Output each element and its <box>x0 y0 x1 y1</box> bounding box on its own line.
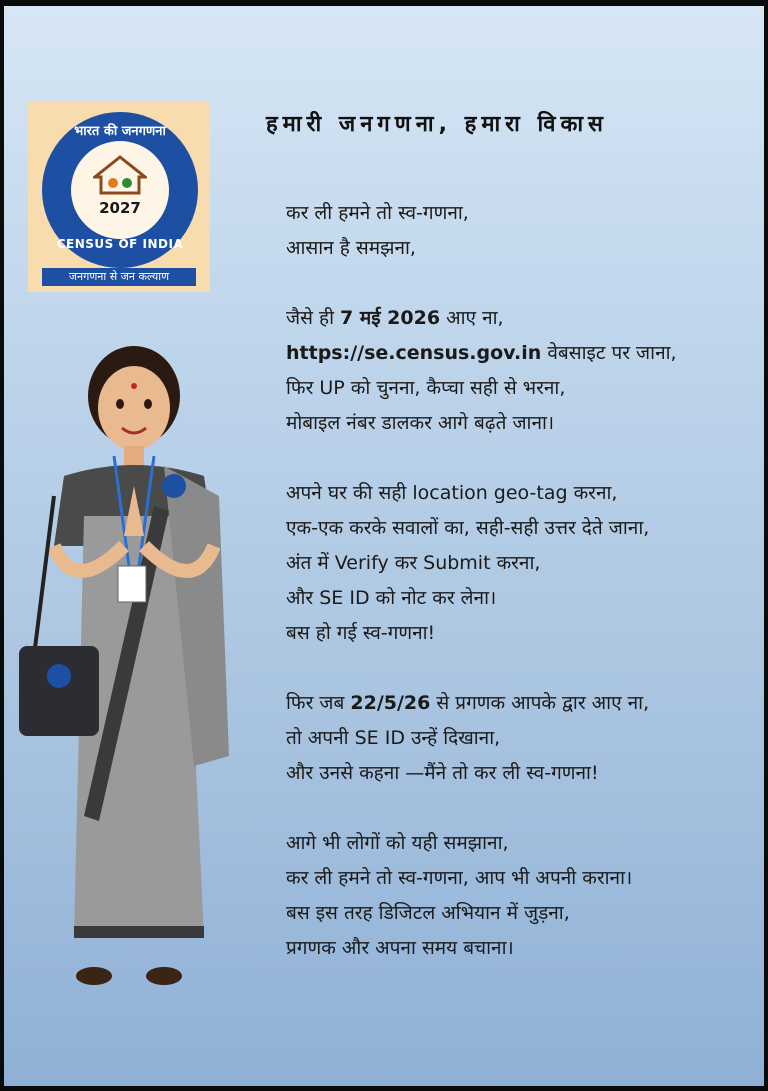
line-text: से प्रगणक आपके द्वार आए ना, <box>430 692 650 714</box>
launch-date: 7 मई 2026 <box>340 307 441 329</box>
website-url: https://se.census.gov.in <box>286 342 542 364</box>
logo-emblem <box>42 112 198 268</box>
logo-year: 2027 <box>99 199 141 217</box>
poem-line: आगे भी लोगों को यही समझाना, <box>286 832 509 854</box>
poem-line: कर ली हमने तो स्व-गणना, <box>286 202 469 224</box>
poem-line: बस इस तरह डिजिटल अभियान में जुड़ना, <box>286 902 570 924</box>
poem-line: फिर UP को चुनना, कैप्चा सही से भरना, <box>286 377 566 399</box>
line-text: जैसे ही <box>286 307 341 329</box>
logo-arc-top-text: भारत की जनगणना <box>74 124 166 139</box>
line-text: फिर जब <box>286 692 351 714</box>
poem-line: और उनसे कहना —मैंने तो कर ली स्व-गणना! <box>286 762 599 784</box>
stanza-4 <box>286 686 756 791</box>
poem-text <box>286 196 756 1001</box>
stanza-1 <box>286 196 756 266</box>
poster-title: हमारी जनगणना, हमारा विकास <box>266 112 608 137</box>
poem-line: अपने घर की सही location geo-tag करना, <box>286 482 618 504</box>
poem-line: तो अपनी SE ID उन्हें दिखाना, <box>286 727 501 749</box>
line-text: वेबसाइट पर जाना, <box>541 342 677 364</box>
enumerator-woman-illustration <box>14 336 254 996</box>
line-text: आए ना, <box>440 307 504 329</box>
poem-line: मोबाइल नंबर डालकर आगे बढ़ते जाना। <box>286 412 555 434</box>
logo-arc-bottom-text: CENSUS OF INDIA <box>56 237 184 251</box>
census-logo <box>28 102 210 292</box>
visit-date: 22/5/26 <box>350 692 431 714</box>
census-poster <box>4 6 764 1086</box>
poem-line <box>286 336 756 371</box>
stanza-3 <box>286 476 756 651</box>
logo-tagline: जनगणना से जन कल्याण <box>42 268 196 286</box>
poem-line: एक-एक करके सवालों का, सही-सही उत्तर देते जाना, <box>286 517 650 539</box>
stanza-5 <box>286 826 756 966</box>
poem-line: अंत में Verify कर Submit करना, <box>286 552 541 574</box>
poem-line: प्रगणक और अपना समय बचाना। <box>286 937 514 959</box>
poem-line <box>286 301 756 336</box>
house-icon <box>93 155 147 195</box>
poem-line: आसान है समझना, <box>286 237 416 259</box>
poem-line: और SE ID को नोट कर लेना। <box>286 587 497 609</box>
stanza-2 <box>286 301 756 441</box>
logo-inner-circle <box>71 141 169 239</box>
poem-line: बस हो गई स्व-गणना! <box>286 622 436 644</box>
poem-line <box>286 686 756 721</box>
poem-line: कर ली हमने तो स्व-गणना, आप भी अपनी कराना। <box>286 867 633 889</box>
